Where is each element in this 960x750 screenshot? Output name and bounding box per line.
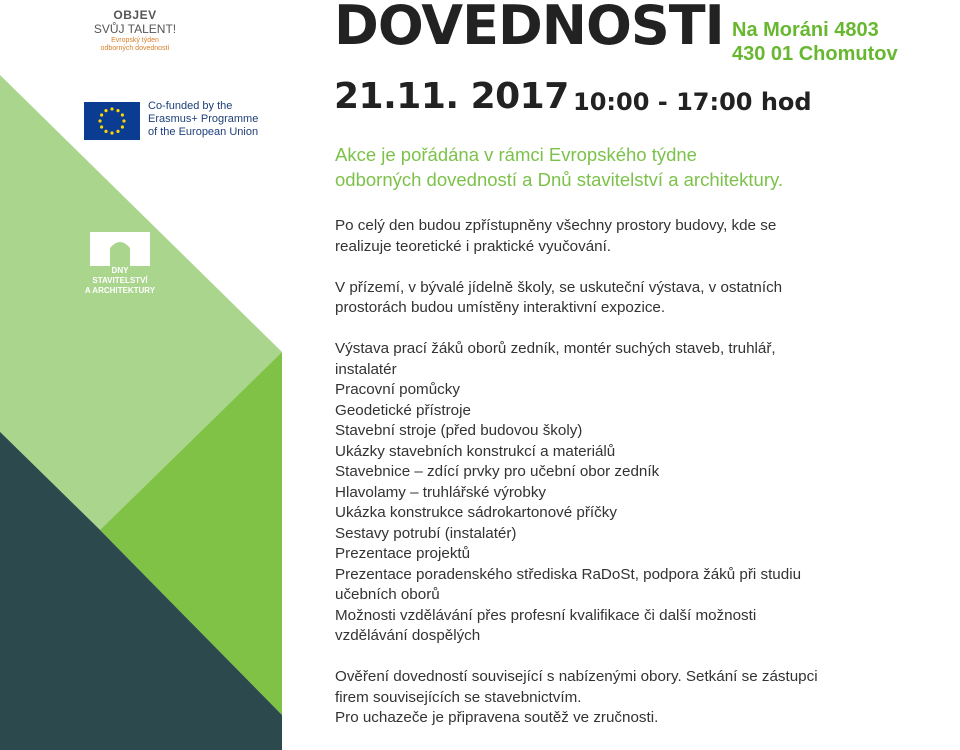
page-title: DOVEDNOSTI: [334, 0, 724, 57]
dny-text-line: A ARCHITEKTURY: [84, 286, 156, 295]
eu-text-line: of the European Union: [148, 126, 259, 138]
paragraph-line: realizuje teoretické i praktické vyučování.: [335, 237, 612, 255]
objev-subtitle: SVŮJ TALENT!: [93, 22, 177, 36]
eu-erasmus-logo: [84, 100, 264, 142]
list-item: Geodetické přístroje: [335, 401, 471, 419]
body-text: [335, 216, 925, 729]
objev-small-text: odborných dovedností: [100, 45, 170, 52]
eu-text-line: Erasmus+ Programme: [148, 113, 259, 125]
list-item: vzdělávání dospělých: [335, 627, 481, 644]
paragraph-line: Po celý den budou zpřístupněny všechny prostory budovy, kde se: [335, 217, 777, 234]
objev-small-text: Evropský týden: [111, 37, 159, 44]
list-item: Ukázka konstrukce sádrokartonové příčky: [335, 504, 617, 521]
list-item: Výstava prací žáků oborů zedník, montér suchých staveb, truhlář,: [335, 340, 776, 357]
paragraph-1: [335, 216, 925, 257]
dny-text-line: STAVITELSTVÍ: [92, 276, 148, 285]
event-date: 21.11. 2017: [334, 76, 569, 117]
address: [732, 18, 898, 66]
list-item: Stavební stroje (před budovou školy): [335, 422, 583, 439]
list-item: učebních oborů: [335, 586, 440, 603]
list-item: Hlavolamy – truhlářské výrobky: [335, 483, 547, 501]
address-line: Na Moráni 4803: [732, 19, 879, 41]
intro-line: Akce je pořádána v rámci Evropského týdne: [335, 144, 697, 165]
list-item: Sestavy potrubí (instalatér): [335, 524, 517, 542]
paragraph-line: prostorách budou umístěny interaktivní expozice.: [335, 299, 666, 316]
arch-icon: [80, 228, 160, 266]
paragraph-line: V přízemí, v bývalé jídelně školy, se uskuteční výstava, v ostatních: [335, 278, 783, 296]
address-line: 430 01 Chomutov: [732, 43, 898, 65]
paragraph-line: Ověření dovedností související s nabízenými obory. Setkání se zástupci: [335, 668, 818, 685]
dny-text-line: DNY: [111, 266, 129, 275]
list-item: Stavebnice – zdící prvky pro učební obor zedník: [335, 463, 660, 480]
paragraph-3: [335, 667, 925, 729]
list-item: Ukázky stavebních konstrukcí a materiálů: [335, 442, 616, 460]
objev-title: OBJEV: [113, 8, 157, 22]
eu-flag-icon: [84, 102, 140, 140]
list-item: instalatér: [335, 360, 397, 378]
list-item: Prezentace poradenského střediska RaDoSt, podpora žáků při studiu: [335, 565, 802, 583]
list-item: Pracovní pomůcky: [335, 381, 460, 398]
intro-line: odborných dovedností a Dnů stavitelství a architektury.: [335, 169, 784, 190]
event-time: 10:00 - 17:00 hod: [573, 88, 812, 116]
paragraph-2: [335, 278, 925, 319]
flame-icon: [96, 0, 174, 6]
exhibit-list: [335, 339, 925, 647]
list-item: Prezentace projektů: [335, 545, 471, 562]
paragraph-line: Pro uchazeče je připravena soutěž ve zručnosti.: [335, 709, 659, 726]
intro-text: [335, 142, 895, 192]
list-item: Možnosti vzdělávání přes profesní kvalifikace či další možnosti: [335, 606, 757, 624]
dny-stavitelstvi-logo: [80, 228, 160, 298]
paragraph-line: firem souvisejících se stavebnictvím.: [335, 688, 582, 706]
eu-text-line: Co-funded by the: [148, 100, 233, 112]
